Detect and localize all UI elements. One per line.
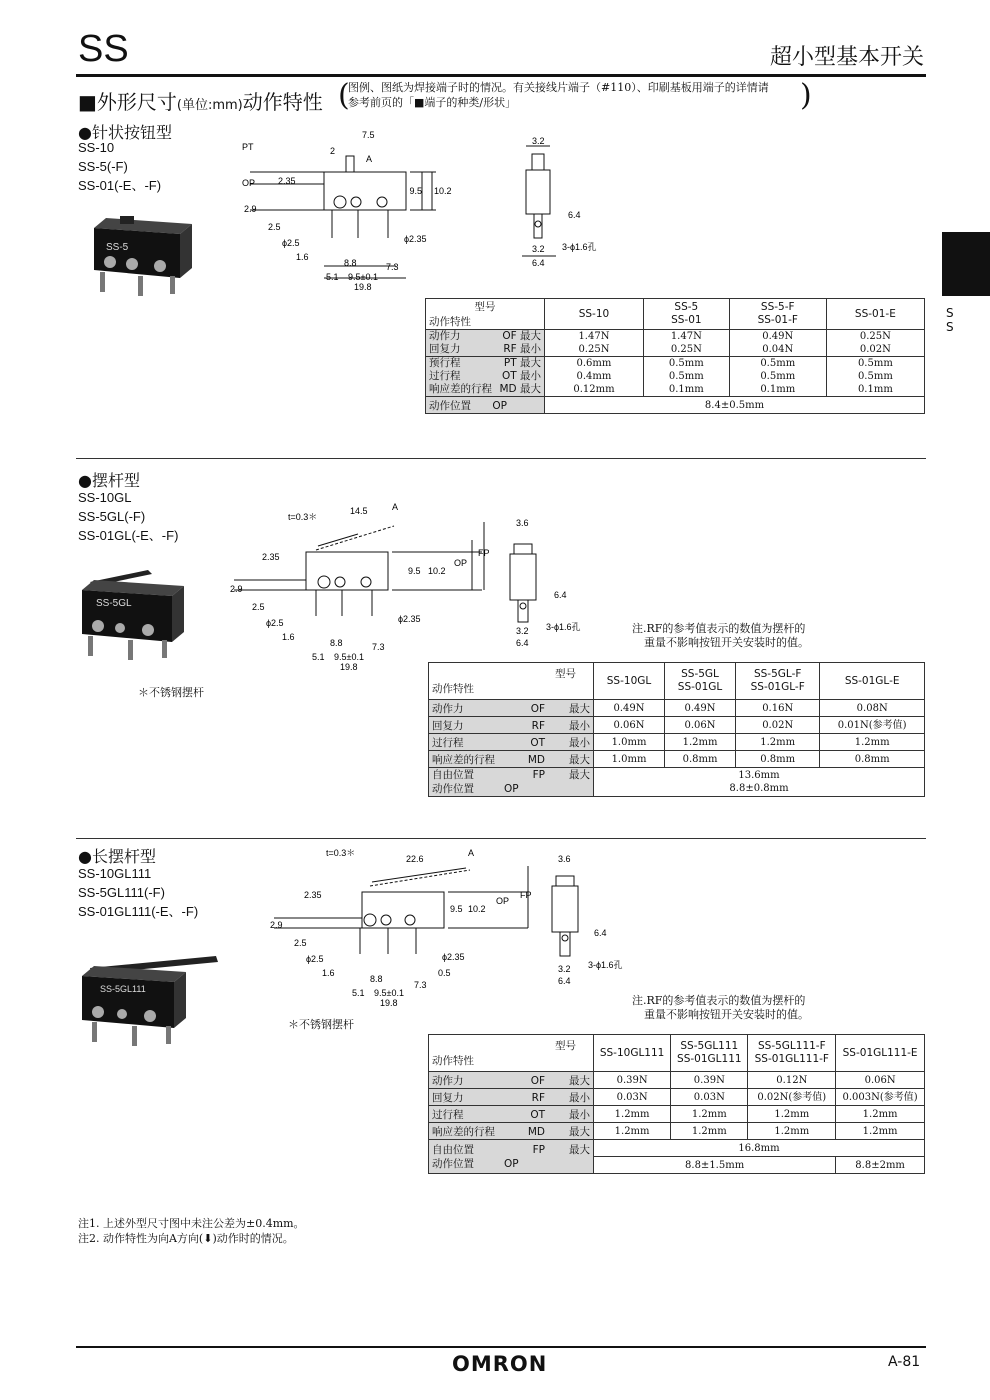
svg-text:9.5: 9.5 (409, 186, 422, 196)
page-number: A-81 (888, 1354, 921, 1370)
table-row: 过行程 OT 最小 1.2mm 1.2mm 1.2mm 1.2mm (429, 1106, 925, 1123)
svg-text:FP: FP (478, 548, 490, 558)
section-note-line2: 参考前页的「■端子的种类/形状」 (348, 96, 517, 109)
rf-note-line2: 重量不影响按钮开关安装时的值。 (644, 1008, 809, 1021)
svg-text:PT: PT (242, 142, 254, 152)
svg-text:OP: OP (454, 558, 468, 568)
model-name: SS-01(-E、-F) (78, 178, 162, 193)
svg-text:3.6: 3.6 (516, 518, 529, 528)
side-letter: S (946, 320, 954, 334)
section1-models (78, 138, 161, 195)
svg-text:3-ϕ1.6孔: 3-ϕ1.6孔 (546, 622, 581, 632)
model-name: SS-01GL111(-E、-F) (78, 904, 199, 919)
svg-text:19.8: 19.8 (354, 282, 372, 292)
svg-text:7.3: 7.3 (386, 262, 399, 272)
table-row: 自由位置 FP 最大 动作位置 OP 16.8mm (429, 1140, 925, 1157)
svg-text:9.5±0.1: 9.5±0.1 (374, 988, 404, 998)
col-header: SS-01GL-E (820, 663, 925, 700)
svg-text:A: A (468, 848, 475, 858)
svg-text:1.6: 1.6 (282, 632, 295, 642)
table-row: 动作力 OF 最大 0.39N 0.39N 0.12N 0.06N (429, 1072, 925, 1089)
col-header: SS-10 (545, 299, 644, 330)
model-name: SS-10GL111 (78, 866, 152, 881)
table-row: 预行程 PT 最大 过行程 OT 最小 响应差的行程 MD 最大 0.6mm 0.4mm 0.12mm 0.5mm 0.5mm 0.1mm 0.5mm 0.5mm 0.1mm 0.5mm 0.5mm 0.1mm (426, 357, 925, 397)
svg-text:6.4: 6.4 (532, 258, 545, 268)
side-letter: S (946, 306, 954, 320)
svg-text:2: 2 (330, 146, 336, 156)
svg-text:9.5: 9.5 (450, 904, 463, 914)
section-note (348, 80, 769, 110)
table-row: 动作位置 OP 8.4±0.5mm (426, 397, 925, 414)
rf-note (632, 622, 809, 650)
table-row: 8.8±1.5mm 8.8±2mm (429, 1157, 925, 1174)
svg-text:ϕ2.5: ϕ2.5 (266, 618, 284, 628)
svg-text:ϕ2.35: ϕ2.35 (398, 614, 421, 624)
svg-text:t=0.3＊: t=0.3＊ (326, 848, 356, 858)
col-header: SS-10GL111 (594, 1035, 671, 1072)
svg-text:ϕ2.5: ϕ2.5 (282, 238, 300, 248)
svg-text:1.6: 1.6 (322, 968, 335, 978)
svg-text:A: A (366, 154, 373, 164)
svg-text:2.9: 2.9 (270, 920, 283, 930)
svg-text:3.2: 3.2 (558, 964, 571, 974)
svg-text:2.9: 2.9 (244, 204, 257, 214)
col-header: SS-5GL-F SS-01GL-F (736, 663, 820, 700)
model-name: SS-5(-F) (78, 159, 128, 174)
dimension-drawing-lever (226, 500, 496, 676)
svg-text:9.5±0.1: 9.5±0.1 (334, 652, 364, 662)
heading-dimensions: ■外形尺寸 (78, 90, 177, 114)
svg-text:7.5: 7.5 (362, 130, 375, 140)
svg-text:5.1: 5.1 (312, 652, 325, 662)
svg-text:2.9: 2.9 (230, 584, 243, 594)
col-header: SS-5GL111-F SS-01GL111-F (748, 1035, 836, 1072)
svg-text:10.2: 10.2 (434, 186, 452, 196)
svg-text:FP: FP (520, 890, 532, 900)
photo-label: SS-5 (106, 242, 129, 253)
svg-text:3.6: 3.6 (558, 854, 571, 864)
svg-text:A: A (392, 502, 399, 512)
col-header: SS-01GL111-E (836, 1035, 925, 1072)
svg-text:8.8: 8.8 (370, 974, 383, 984)
svg-text:19.8: 19.8 (340, 662, 358, 672)
svg-text:6.4: 6.4 (554, 590, 567, 600)
svg-text:5.1: 5.1 (352, 988, 365, 998)
svg-text:22.6: 22.6 (406, 854, 424, 864)
section2-models (78, 488, 178, 545)
section-note-line1: 图例、图纸为焊接端子时的情况。有关接线片端子（#110）、印刷基板用端子的详情请 (348, 81, 769, 94)
spec-table-lever: 型号 动作特性 SS-10GL SS-5GL SS-01GL SS-5GL-F SS-01GL-F SS-01GL-E 动作力 OF 最大 0.49N 0.49N 0.16N 0.08N 回复力 RF 最小 0.06N 0.06N 0.02N 0.01N(参考值) 过行程 OT 最小 1.0mm 1.2mm 1.2mm 1.2mm 响应差的行程 MD 最大 1.0mm 0.8mm 0.8mm 0.8mm 自由位置 FP 最大 动作位置 OP 13.6mm 8.8±0.8mm (428, 662, 925, 797)
spec-table-pin: 型号 动作特性 SS-10 SS-5 SS-01 SS-5-F SS-01-F SS-01-E 动作力 OF 最大 回复力 RF 最小 1.47N 0.25N 1.47N 0.25N 0.49N 0.04N 0.25N 0.02N 预行程 PT 最大 过行程 OT 最小 响应差的行程 MD 最大 0.6mm 0.4mm 0.12mm 0.5mm 0.5mm 0.1mm 0.5mm 0.5mm 0.1mm 0.5mm 0.5mm 0.1mm 动作位置 OP 8.4±0.5mm (425, 298, 925, 414)
footer-rule (76, 1346, 926, 1348)
table-row: 动作力 OF 最大 回复力 RF 最小 1.47N 0.25N 1.47N 0.25N 0.49N 0.04N 0.25N 0.02N (426, 330, 925, 357)
col-header: SS-5GL111 SS-01GL111 (671, 1035, 748, 1072)
rf-note-line1: 注.RF的参考值表示的数值为摆杆的 (632, 994, 806, 1007)
svg-text:3.2: 3.2 (532, 244, 545, 254)
table-row: 过行程 OT 最小 1.0mm 1.2mm 1.2mm 1.2mm (429, 734, 925, 751)
svg-text:3.2: 3.2 (516, 626, 529, 636)
model-name: SS-01GL(-E、-F) (78, 528, 179, 543)
svg-text:14.5: 14.5 (350, 506, 368, 516)
svg-text:3.2: 3.2 (532, 136, 545, 146)
svg-text:6.4: 6.4 (568, 210, 581, 220)
table-row: 自由位置 FP 最大 动作位置 OP 13.6mm 8.8±0.8mm (429, 768, 925, 797)
brace-close: ) (800, 78, 812, 113)
side-view-pin (512, 136, 597, 268)
model-name: SS-10GL (78, 490, 132, 505)
page-subtitle: 超小型基本开关 (769, 45, 924, 70)
rf-note (632, 994, 809, 1022)
svg-text:ϕ2.35: ϕ2.35 (442, 952, 465, 962)
photo-label: SS-5GL111 (100, 984, 146, 994)
col-header: SS-5 SS-01 (643, 299, 729, 330)
svg-text:0.5: 0.5 (438, 968, 451, 978)
svg-text:6.4: 6.4 (594, 928, 607, 938)
spec-table-long-lever: 型号 动作特性 SS-10GL111 SS-5GL111 SS-01GL111 SS-5GL111-F SS-01GL111-F SS-01GL111-E 动作力 OF 最大 0.39N 0.39N 0.12N 0.06N 回复力 RF 最小 0.03N 0.03N 0.02N(参考值) 0.003N(参考值) 过行程 OT 最小 1.2mm 1.2mm 1.2mm 1.2mm 响应差的行程 MD 最大 1.2mm 1.2mm 1.2mm 1.2mm 自由位置 FP 最大 动作位置 OP 16.8mm 8.8±1.5mm 8.8±2mm (428, 1034, 925, 1174)
svg-text:6.4: 6.4 (516, 638, 529, 648)
svg-text:2.5: 2.5 (252, 602, 265, 612)
svg-text:9.5: 9.5 (408, 566, 421, 576)
heading-unit: (单位:mm) (176, 98, 243, 113)
header-rule (76, 74, 926, 77)
footnote: 注2. 动作特性为向A方向(⬇)动作时的情况。 (78, 1232, 294, 1245)
col-header: SS-10GL (594, 663, 665, 700)
model-name: SS-5GL111(-F) (78, 885, 165, 900)
dimension-drawing-long-lever (266, 846, 536, 1012)
svg-text:9.5±0.1: 9.5±0.1 (348, 272, 378, 282)
dimension-drawing-pin (236, 128, 452, 294)
side-index-letters (946, 306, 954, 334)
page-title: SS (78, 28, 129, 70)
svg-text:5.1: 5.1 (326, 272, 339, 282)
brand-logo: OMRON (452, 1352, 548, 1376)
switch-photo-pin (84, 206, 204, 298)
svg-text:2.5: 2.5 (268, 222, 281, 232)
stainless-lever-note: ＊不锈钢摆杆 (138, 686, 204, 699)
rf-note-line1: 注.RF的参考值表示的数值为摆杆的 (632, 622, 806, 635)
switch-photo-lever (76, 560, 196, 664)
svg-text:10.2: 10.2 (468, 904, 486, 914)
svg-text:6.4: 6.4 (558, 976, 571, 986)
table-row: 响应差的行程 MD 最大 1.2mm 1.2mm 1.2mm 1.2mm (429, 1123, 925, 1140)
section2-title: ●摆杆型 (78, 471, 140, 490)
svg-text:ϕ2.35: ϕ2.35 (404, 234, 427, 244)
svg-text:3-ϕ1.6孔: 3-ϕ1.6孔 (588, 960, 623, 970)
table-row: 动作力 OF 最大 0.49N 0.49N 0.16N 0.08N (429, 700, 925, 717)
svg-text:ϕ2.5: ϕ2.5 (306, 954, 324, 964)
switch-photo-long-lever (78, 950, 228, 1050)
svg-text:10.2: 10.2 (428, 566, 446, 576)
svg-text:t=0.3＊: t=0.3＊ (288, 512, 318, 522)
side-index-tab (942, 232, 990, 296)
section-divider (76, 838, 926, 839)
model-name: SS-10 (78, 140, 115, 155)
svg-text:2.35: 2.35 (278, 176, 296, 186)
section3-models (78, 864, 198, 921)
svg-text:1.6: 1.6 (296, 252, 309, 262)
rf-note-line2: 重量不影响按钮开关安装时的值。 (644, 636, 809, 649)
side-view-lever (500, 516, 604, 650)
side-view-long-lever (540, 852, 644, 988)
section-divider (76, 458, 926, 459)
table-row: 回复力 RF 最小 0.03N 0.03N 0.02N(参考值) 0.003N(参考值) (429, 1089, 925, 1106)
svg-text:OP: OP (242, 178, 256, 188)
col-header: SS-5GL SS-01GL (665, 663, 736, 700)
table-row: 响应差的行程 MD 最大 1.0mm 0.8mm 0.8mm 0.8mm (429, 751, 925, 768)
brace-open: ( (338, 78, 350, 113)
section3-title: ●长摆杆型 (78, 847, 156, 866)
section-heading (78, 86, 323, 115)
svg-text:2.5: 2.5 (294, 938, 307, 948)
table-row: 回复力 RF 最小 0.06N 0.06N 0.02N 0.01N(参考值) (429, 717, 925, 734)
photo-label: SS-5GL (96, 598, 132, 609)
stainless-lever-note: ＊不锈钢摆杆 (288, 1018, 354, 1031)
col-header: SS-5-F SS-01-F (729, 299, 826, 330)
footnotes (78, 1216, 305, 1246)
svg-text:19.8: 19.8 (380, 998, 398, 1008)
model-name: SS-5GL(-F) (78, 509, 146, 524)
section1-title: ●针状按钮型 (78, 123, 172, 142)
svg-text:OP: OP (496, 896, 510, 906)
svg-text:8.8: 8.8 (330, 638, 343, 648)
down-arrow-icon: ⬇ (203, 1232, 213, 1245)
svg-text:3-ϕ1.6孔: 3-ϕ1.6孔 (562, 242, 597, 252)
footnote: 注1. 上述外型尺寸图中未注公差为±0.4mm。 (78, 1217, 305, 1230)
svg-text:2.35: 2.35 (304, 890, 322, 900)
svg-text:7.3: 7.3 (372, 642, 385, 652)
svg-text:2.35: 2.35 (262, 552, 280, 562)
svg-text:7.3: 7.3 (414, 980, 427, 990)
heading-characteristics: 动作特性 (242, 90, 323, 114)
col-header: SS-01-E (826, 299, 924, 330)
svg-text:8.8: 8.8 (344, 258, 357, 268)
